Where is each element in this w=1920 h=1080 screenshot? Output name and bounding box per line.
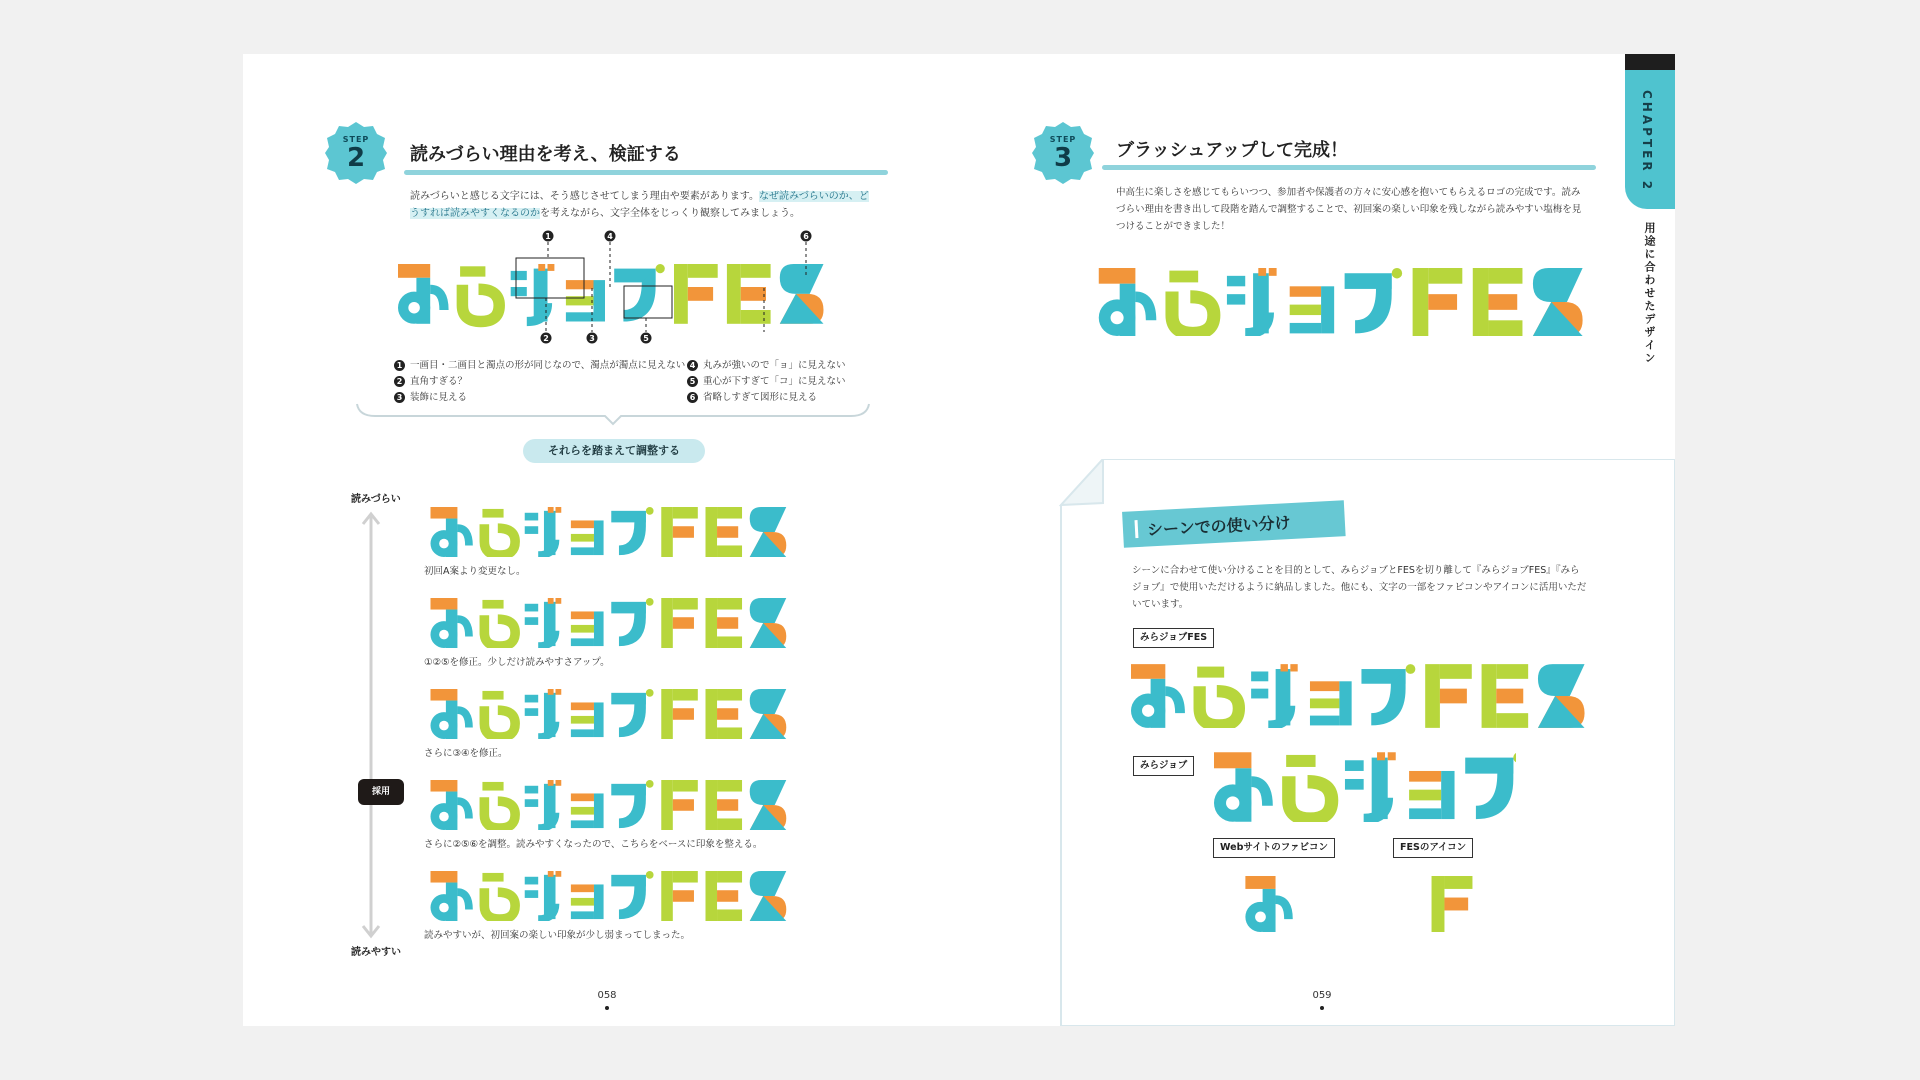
page-dot-right	[1320, 1006, 1324, 1010]
note-6: 6 省略しすぎて図形に見える	[687, 389, 817, 403]
iteration-caption-3: さらに③④を修正。	[424, 748, 508, 759]
step-2-title: 読みづらい理由を考え、検証する	[410, 144, 681, 165]
marker-6: 6	[803, 232, 809, 241]
step-label-3: STEP	[1049, 135, 1077, 144]
step-2-rule	[404, 170, 888, 175]
step-label: STEP	[342, 135, 370, 144]
readability-axis	[361, 510, 381, 942]
iteration-logo-5	[423, 871, 813, 921]
fes-icon-mark	[1424, 876, 1480, 932]
iteration-caption-4: さらに②⑤⑥を調整。読みやすくなったので、こちらをベースに印象を整える。	[424, 839, 763, 850]
step-2-badge-text	[325, 122, 387, 184]
summary-brace	[355, 400, 875, 430]
marker-2: 2	[543, 334, 549, 343]
favicon-mark	[1240, 876, 1296, 932]
step-3-title: ブラッシュアップして完成！	[1116, 140, 1349, 161]
step-3-rule	[1102, 165, 1596, 170]
page-number-right: 059	[1312, 990, 1332, 1001]
iteration-logo-1	[423, 507, 813, 557]
axis-bottom-label: 読みやすい	[351, 947, 401, 958]
step-3-intro: 中高生に楽しさを感じてもらいつつ、参加者や保護者の方々に安心感を抱いてもらえるロゴの完成です。読みづらい理由を書き出して段階を踏んで調整することで、初回案の楽しい印象を残しながら読みやすい塩梅を見つけることができました！	[1116, 187, 1582, 232]
page-number-left: 058	[597, 990, 617, 1001]
iteration-caption-1: 初回A案より変更なし。	[424, 566, 526, 577]
scene-logo-full	[1131, 664, 1587, 728]
marker-5: 5	[643, 334, 649, 343]
note-4: 4 丸みが強いので「ョ」に見えない	[687, 357, 846, 371]
axis-top-label: 読みづらい	[351, 494, 401, 505]
intro-text-end: を考えながら、文字全体をじっくり観察してみましょう。	[540, 208, 800, 219]
label-favicon: Webサイトのファビコン	[1213, 838, 1335, 858]
page-dot-left	[605, 1006, 609, 1010]
note-2: 2 直角すぎる？	[394, 373, 467, 387]
final-logo	[1092, 268, 1592, 336]
iteration-caption-2: ①②⑤を修正。少しだけ読みやすさアップ。	[424, 657, 610, 668]
step-number: 2	[346, 143, 366, 173]
scene-title: シーンでの使い分け	[1146, 513, 1292, 540]
iteration-logo-2	[423, 598, 813, 648]
step-3-badge-text	[1032, 122, 1094, 184]
note-1: 1 一画目・二画目と濁点の形が同じなので、濁点が濁点に見えない	[394, 357, 685, 371]
note-3: 3 装飾に見える	[394, 389, 467, 403]
section-side-title: 用途に合わせたデザイン	[1643, 222, 1656, 365]
scene-logo-short	[1214, 752, 1516, 822]
label-fes-icon: FESのアイコン	[1393, 838, 1473, 858]
chapter-label: CHAPTER 2	[1640, 90, 1654, 193]
annotated-logo	[398, 228, 828, 348]
note-5: 5 重心が下すぎて「コ」に見えない	[687, 373, 846, 387]
adjust-pill: それらを踏まえて調整する	[523, 439, 705, 463]
marker-1: 1	[545, 232, 551, 241]
iteration-caption-5: 読みやすいが、初回案の楽しい印象が少し弱まってしまった。	[424, 930, 691, 941]
intro-text: 読みづらいと感じる文字には、そう感じさせてしまう理由や要素があります。	[410, 191, 759, 202]
label-full-logo: みらジョブFES	[1133, 628, 1214, 648]
iteration-logo-4	[423, 780, 813, 830]
adopted-tag: 採用	[358, 779, 404, 805]
marker-3: 3	[589, 334, 595, 343]
step-number-3: 3	[1053, 143, 1073, 173]
iteration-logo-3	[423, 689, 813, 739]
intro-highlight: なぜ読みづらいのか、どうすれば読みやすくなるのか	[410, 191, 869, 219]
step-2-intro	[410, 188, 878, 222]
scene-body: シーンに合わせて使い分けることを目的として、みらジョブとFESを切り離して『みらジョブFES』『みらジョブ』で使用いただけるように納品しました。他にも、文字の一部をファビコンやアイコンに活用いただいています。	[1132, 565, 1587, 610]
marker-4: 4	[607, 232, 613, 241]
label-short-logo: みらジョブ	[1133, 756, 1194, 776]
